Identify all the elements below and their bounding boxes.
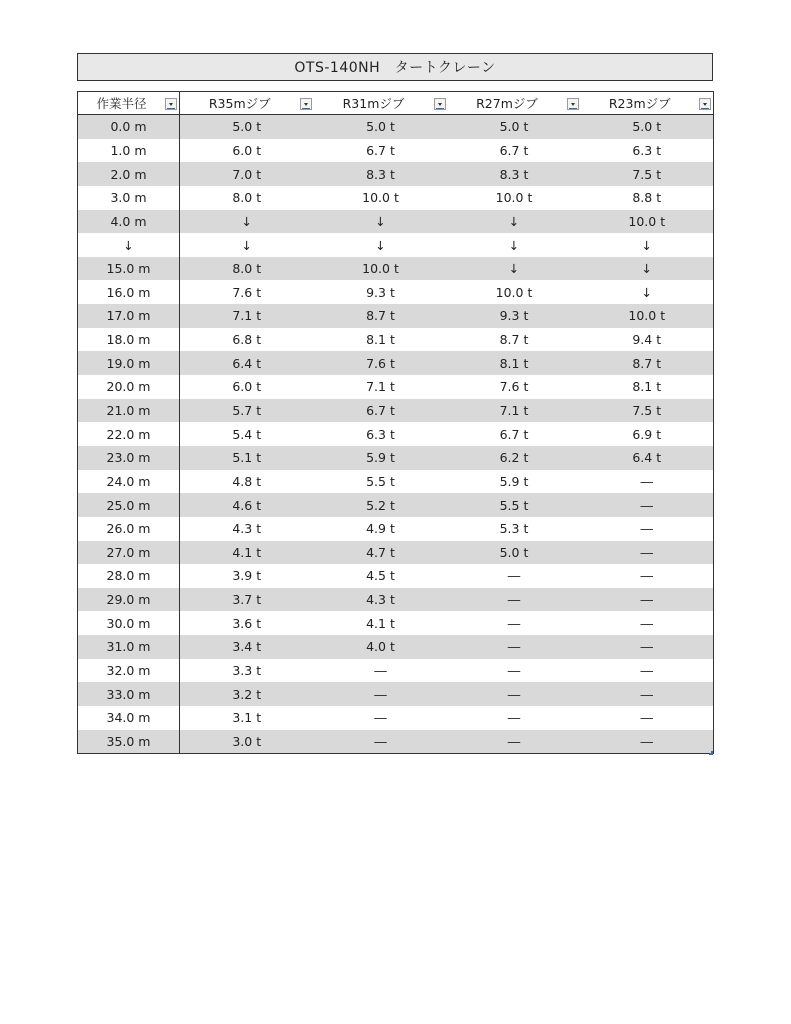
table-row — [78, 304, 714, 328]
filter-dropdown-button[interactable] — [699, 98, 711, 110]
r27-cell: 5.0 t — [448, 541, 581, 565]
r23-cell: 8.1 t — [581, 375, 714, 399]
r35-cell: 4.6 t — [180, 493, 314, 517]
radius-cell: 2.0 m — [78, 162, 180, 186]
r35-cell: 4.3 t — [180, 517, 314, 541]
r35-cell: 5.0 t — [180, 115, 314, 139]
r23-cell: 8.7 t — [581, 351, 714, 375]
r23-cell: 6.9 t — [581, 422, 714, 446]
table-row — [78, 375, 714, 399]
r27-cell: ― — [448, 611, 581, 635]
header-label: R23mジブ — [608, 96, 671, 111]
r27-cell: 6.7 t — [448, 422, 581, 446]
table-body — [78, 115, 714, 754]
table-row — [78, 328, 714, 352]
radius-cell: 20.0 m — [78, 375, 180, 399]
r31-cell: 4.5 t — [314, 564, 448, 588]
r31-cell: 7.1 t — [314, 375, 448, 399]
r23-cell: ― — [581, 517, 714, 541]
r35-cell: 7.0 t — [180, 162, 314, 186]
r31-cell: 6.7 t — [314, 399, 448, 423]
table-row — [78, 422, 714, 446]
radius-cell: 24.0 m — [78, 470, 180, 494]
r27-cell: ↓ — [448, 257, 581, 281]
r35-cell: 7.6 t — [180, 280, 314, 304]
header-label: 作業半径 — [96, 96, 147, 111]
filter-dropdown-button[interactable] — [300, 98, 312, 110]
r31-cell: 10.0 t — [314, 257, 448, 281]
r27-cell: 10.0 t — [448, 186, 581, 210]
r23-cell: ― — [581, 564, 714, 588]
r27-cell: 6.2 t — [448, 446, 581, 470]
table-row — [78, 162, 714, 186]
r27-cell: ↓ — [448, 233, 581, 257]
r35-cell: 6.8 t — [180, 328, 314, 352]
table-row — [78, 588, 714, 612]
r31-cell: 8.7 t — [314, 304, 448, 328]
r23-cell: 7.5 t — [581, 399, 714, 423]
r31-cell: 5.9 t — [314, 446, 448, 470]
r27-cell: ― — [448, 564, 581, 588]
r31-cell: 4.3 t — [314, 588, 448, 612]
r35-cell: 6.0 t — [180, 375, 314, 399]
r31-cell: 8.3 t — [314, 162, 448, 186]
r27-cell: ― — [448, 635, 581, 659]
radius-cell: 19.0 m — [78, 351, 180, 375]
r23-cell: 10.0 t — [581, 210, 714, 234]
r31-cell: 4.7 t — [314, 541, 448, 565]
r35-cell: 5.4 t — [180, 422, 314, 446]
table-row — [78, 280, 714, 304]
r27-cell: 7.1 t — [448, 399, 581, 423]
table-title: OTS-140NH タートクレーン — [77, 53, 713, 81]
radius-cell: 1.0 m — [78, 139, 180, 163]
radius-cell: 16.0 m — [78, 280, 180, 304]
r23-cell: ― — [581, 541, 714, 565]
r27-cell: 5.9 t — [448, 470, 581, 494]
r31-cell: 4.9 t — [314, 517, 448, 541]
r35-cell: 4.1 t — [180, 541, 314, 565]
table-row — [78, 210, 714, 234]
r27-cell: 8.1 t — [448, 351, 581, 375]
table-row — [78, 706, 714, 730]
load-chart-table — [77, 91, 714, 754]
r31-cell: 7.6 t — [314, 351, 448, 375]
table-resize-handle[interactable] — [709, 751, 713, 755]
r35-cell: 3.3 t — [180, 659, 314, 683]
r23-cell: ― — [581, 588, 714, 612]
radius-cell: 29.0 m — [78, 588, 180, 612]
table-row — [78, 611, 714, 635]
r23-cell: ― — [581, 635, 714, 659]
filter-dropdown-button[interactable] — [165, 98, 177, 110]
r27-cell: 8.3 t — [448, 162, 581, 186]
r35-cell: 8.0 t — [180, 257, 314, 281]
radius-cell: 31.0 m — [78, 635, 180, 659]
r27-cell: 5.3 t — [448, 517, 581, 541]
table-row — [78, 541, 714, 565]
table-row — [78, 446, 714, 470]
r35-cell: 3.0 t — [180, 730, 314, 754]
r35-cell: 8.0 t — [180, 186, 314, 210]
r23-cell: ― — [581, 470, 714, 494]
radius-cell: 18.0 m — [78, 328, 180, 352]
r23-cell: ↓ — [581, 280, 714, 304]
r35-cell: 6.4 t — [180, 351, 314, 375]
r31-cell: ― — [314, 659, 448, 683]
r31-cell: 5.5 t — [314, 470, 448, 494]
r23-cell: 8.8 t — [581, 186, 714, 210]
radius-cell: 33.0 m — [78, 682, 180, 706]
radius-cell: 26.0 m — [78, 517, 180, 541]
filter-dropdown-button[interactable] — [434, 98, 446, 110]
r27-cell: 7.6 t — [448, 375, 581, 399]
table-row — [78, 186, 714, 210]
r23-cell: 6.4 t — [581, 446, 714, 470]
r27-cell: ― — [448, 659, 581, 683]
table-row — [78, 517, 714, 541]
r27-cell: 8.7 t — [448, 328, 581, 352]
header-cell-r23 — [581, 92, 714, 115]
header-cell-r27 — [448, 92, 581, 115]
table-row — [78, 257, 714, 281]
r31-cell: 9.3 t — [314, 280, 448, 304]
radius-cell: 34.0 m — [78, 706, 180, 730]
r35-cell: 7.1 t — [180, 304, 314, 328]
r27-cell: 5.5 t — [448, 493, 581, 517]
r31-cell: ― — [314, 730, 448, 754]
r31-cell: ↓ — [314, 210, 448, 234]
radius-cell: 17.0 m — [78, 304, 180, 328]
r27-cell: 10.0 t — [448, 280, 581, 304]
r35-cell: 3.4 t — [180, 635, 314, 659]
r27-cell: ― — [448, 588, 581, 612]
radius-cell: 23.0 m — [78, 446, 180, 470]
r31-cell: 5.0 t — [314, 115, 448, 139]
r35-cell: 3.7 t — [180, 588, 314, 612]
r23-cell: ― — [581, 659, 714, 683]
r23-cell: ― — [581, 493, 714, 517]
r35-cell: ↓ — [180, 233, 314, 257]
r35-cell: 3.9 t — [180, 564, 314, 588]
r31-cell: 6.3 t — [314, 422, 448, 446]
r23-cell: 5.0 t — [581, 115, 714, 139]
radius-cell: 25.0 m — [78, 493, 180, 517]
header-label: R27mジブ — [476, 96, 538, 111]
header-label: R35mジブ — [208, 96, 271, 111]
r23-cell: ― — [581, 611, 714, 635]
radius-cell: 3.0 m — [78, 186, 180, 210]
table-row — [78, 139, 714, 163]
r35-cell: 3.2 t — [180, 682, 314, 706]
r23-cell: 10.0 t — [581, 304, 714, 328]
filter-dropdown-button[interactable] — [567, 98, 579, 110]
radius-cell: 28.0 m — [78, 564, 180, 588]
table-row — [78, 399, 714, 423]
table-row — [78, 470, 714, 494]
r31-cell: 5.2 t — [314, 493, 448, 517]
r27-cell: 6.7 t — [448, 139, 581, 163]
radius-cell: 27.0 m — [78, 541, 180, 565]
table-row — [78, 115, 714, 139]
r31-cell: 8.1 t — [314, 328, 448, 352]
r23-cell: 6.3 t — [581, 139, 714, 163]
r27-cell: ― — [448, 730, 581, 754]
r35-cell: 4.8 t — [180, 470, 314, 494]
r35-cell: 3.6 t — [180, 611, 314, 635]
r31-cell: ↓ — [314, 233, 448, 257]
header-label: R31mジブ — [342, 96, 405, 111]
header-cell-r31 — [314, 92, 448, 115]
r23-cell: ― — [581, 706, 714, 730]
r27-cell: 5.0 t — [448, 115, 581, 139]
r23-cell: ↓ — [581, 257, 714, 281]
r31-cell: ― — [314, 706, 448, 730]
table-row — [78, 564, 714, 588]
radius-cell: 15.0 m — [78, 257, 180, 281]
radius-cell: 32.0 m — [78, 659, 180, 683]
radius-cell: 4.0 m — [78, 210, 180, 234]
r31-cell: 10.0 t — [314, 186, 448, 210]
radius-cell: ↓ — [78, 233, 180, 257]
r31-cell: 4.0 t — [314, 635, 448, 659]
radius-cell: 22.0 m — [78, 422, 180, 446]
r31-cell: 6.7 t — [314, 139, 448, 163]
r27-cell: ↓ — [448, 210, 581, 234]
r27-cell: ― — [448, 682, 581, 706]
r23-cell: 9.4 t — [581, 328, 714, 352]
r23-cell: ― — [581, 682, 714, 706]
table-row — [78, 682, 714, 706]
radius-cell: 0.0 m — [78, 115, 180, 139]
header-cell-r35 — [180, 92, 314, 115]
radius-cell: 35.0 m — [78, 730, 180, 754]
r27-cell: 9.3 t — [448, 304, 581, 328]
table-row — [78, 730, 714, 754]
table-row — [78, 659, 714, 683]
table-row — [78, 635, 714, 659]
r35-cell: ↓ — [180, 210, 314, 234]
table-row — [78, 493, 714, 517]
r31-cell: ― — [314, 682, 448, 706]
r35-cell: 5.1 t — [180, 446, 314, 470]
r31-cell: 4.1 t — [314, 611, 448, 635]
r35-cell: 3.1 t — [180, 706, 314, 730]
r23-cell: ― — [581, 730, 714, 754]
r27-cell: ― — [448, 706, 581, 730]
radius-cell: 21.0 m — [78, 399, 180, 423]
table-row — [78, 351, 714, 375]
r35-cell: 5.7 t — [180, 399, 314, 423]
r23-cell: ↓ — [581, 233, 714, 257]
r35-cell: 6.0 t — [180, 139, 314, 163]
table-row — [78, 233, 714, 257]
radius-cell: 30.0 m — [78, 611, 180, 635]
header-cell-radius — [78, 92, 180, 115]
r23-cell: 7.5 t — [581, 162, 714, 186]
header-row — [78, 92, 714, 115]
